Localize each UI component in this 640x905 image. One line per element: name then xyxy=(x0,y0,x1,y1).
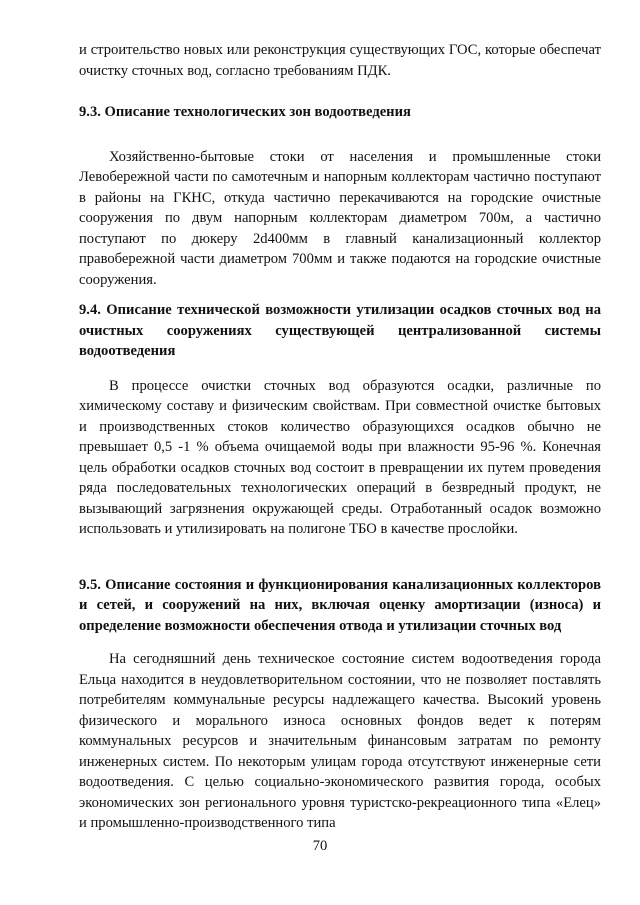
heading-9-3: 9.3. Описание технологических зон водоотведения xyxy=(79,104,411,120)
spacer xyxy=(79,362,601,376)
spacer xyxy=(79,540,601,575)
spacer xyxy=(79,290,601,300)
paragraph-9-4: В процессе очистки сточных вод образуются осадки, различные по химическому составу и физическим свойствам. При совместной очистке бытовых и производственных стоков количество образующихся осадков обычно не превышает 0,5 -1 % объема очищаемой воды при влажности 95-96 %. Конечная цель обработки осадков сточных вод состоит в превращении их путем проведения ряда последовательных технологических операций в безвредный продукт, не вызывающий загрязнения окружающей среды. Отработанный осадок возможно использовать и утилизировать на полигоне ТБО в качестве прослойки. xyxy=(79,377,601,537)
paragraph-9-5: На сегодняшний день техническое состояние систем водоотведения города Ельца находится в неудовлетворительном состоянии, что не позволяет поставлять потребителям коммунальные ресурсы надлежащего качества. Высокий уровень физического и морального износа основных фондов ведет к потерям коммунальных ресурсов и значительным финансовым затратам по ремонту инженерных систем. По некоторым улицам города отсутствуют инженерные сети водоотведения. С целью социально-экономического развития города, особых экономических зон регионального уровня туристско-рекреационного типа «Елец» и промышленно-производственного типа xyxy=(79,651,601,831)
document-page xyxy=(79,40,601,834)
heading-9-5: 9.5. Описание состояния и функционирования канализационных коллекторов и сетей, и сооружений на них, включая оценку амортизации (износа) и определение возможности обеспечения отвода и утилизации сточных вод xyxy=(79,576,601,634)
heading-9-4: 9.4. Описание технической возможности утилизации осадков сточных вод на очистных сооружениях существующей централизованной системы водоотведения xyxy=(79,302,601,359)
spacer xyxy=(79,81,601,102)
page-number: 70 xyxy=(312,838,328,854)
spacer xyxy=(79,123,601,147)
spacer xyxy=(79,636,601,649)
paragraph-intro-continuation: и строительство новых или реконструкция существующих ГОС, которые обеспечат очистку сточных вод, согласно требованиям ПДК. xyxy=(79,42,601,79)
paragraph-9-3: Хозяйственно-бытовые стоки от населения и промышленные стоки Левобережной части по самотечным и напорным коллекторам частично поступают в районы на ГКНС, откуда частично перекачиваются на городские очистные сооружения по двум напорным коллекторам диаметром 700м, а частично поступают по дюкеру 2d400мм в главный канализационный коллектор правобережной части диаметром 700мм и также подаются на городские очистные сооружения. xyxy=(79,148,601,288)
